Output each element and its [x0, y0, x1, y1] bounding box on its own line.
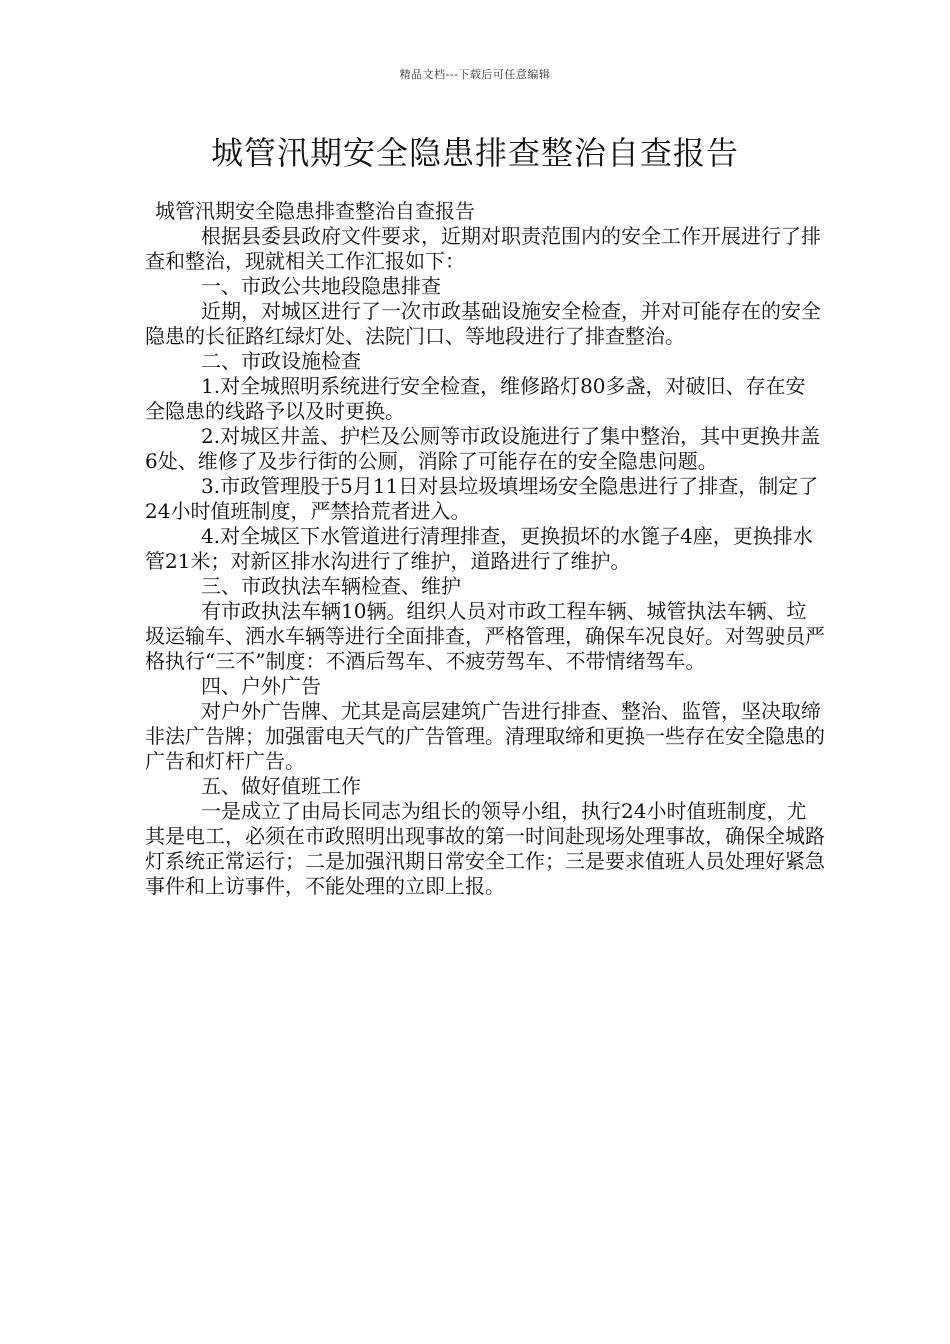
intro-paragraph: 根据县委县政府文件要求，近期对职责范围内的安全工作开展进行了排查和整治，现就相关工作汇报如下：	[145, 224, 821, 273]
document-body	[145, 199, 825, 899]
section-heading-4: 四、户外广告	[201, 674, 321, 698]
header-note: 精品文档---下载后可任意编辑	[399, 68, 551, 81]
section-heading-5: 五、做好值班工作	[201, 774, 361, 798]
section-2-item-3: 3.市政管理股于5月11日对县垃圾填埋场安全隐患进行了排查，制定了24小时值班制度，严禁拾荒者进入。	[145, 474, 819, 523]
section-heading-3: 三、市政执法车辆检查、维护	[201, 574, 461, 598]
section-3-paragraph: 有市政执法车辆10辆。组织人员对市政工程车辆、城管执法车辆、垃圾运输车、洒水车辆等进行全面排查，严格管理，确保车况良好。对驾驶员严格执行“三不”制度：不酒后驾车、不疲劳驾车、不带情绪驾车。	[145, 599, 825, 673]
section-4-paragraph: 对户外广告牌、尤其是高层建筑广告进行排查、整治、监管，坚决取缔非法广告牌；加强雷电天气的广告管理。清理取缔和更换一些存在安全隐患的广告和灯杆广告。	[145, 699, 825, 773]
section-5-paragraph: 一是成立了由局长同志为组长的领导小组，执行24小时值班制度，尤其是电工，必须在市政照明出现事故的第一时间赴现场处理事故，确保全城路灯系统正常运行；二是加强汛期日常安全工作；三是要求值班人员处理好紧急事件和上访事件，不能处理的立即上报。	[145, 799, 825, 898]
section-1-paragraph: 近期，对城区进行了一次市政基础设施安全检查，并对可能存在的安全隐患的长征路红绿灯处、法院门口、等地段进行了排查整治。	[145, 299, 821, 348]
section-2-item-1: 1.对全城照明系统进行安全检查，维修路灯80多盏，对破旧、存在安全隐患的线路予以及时更换。	[145, 374, 806, 423]
section-2-item-4: 4.对全城区下水管道进行清理排查，更换损坏的水篦子4座，更换排水管21米；对新区排水沟进行了维护，道路进行了维护。	[145, 524, 813, 573]
document-subtitle: 城管汛期安全隐患排查整治自查报告	[155, 199, 475, 223]
section-heading-1: 一、市政公共地段隐患排查	[201, 274, 441, 298]
section-2-item-2: 2.对城区井盖、护栏及公厕等市政设施进行了集中整治，其中更换井盖6处、维修了及步行街的公厕，消除了可能存在的安全隐患问题。	[145, 424, 821, 473]
section-heading-2: 二、市政设施检查	[201, 349, 361, 373]
document-title: 城管汛期安全隐患排查整治自查报告	[210, 134, 739, 172]
